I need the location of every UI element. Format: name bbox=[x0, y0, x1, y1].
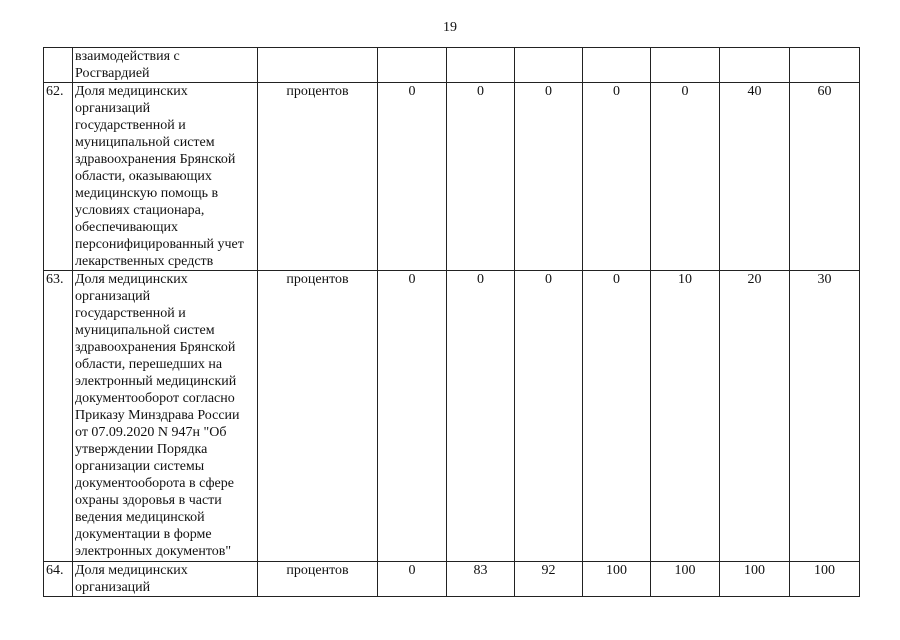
value-cell: 0 bbox=[583, 271, 651, 562]
value-cell: 100 bbox=[720, 562, 790, 597]
indicator-description: взаимодействия с Росгвардией bbox=[73, 48, 258, 83]
value-cell: 40 bbox=[720, 83, 790, 271]
value-cell: 0 bbox=[515, 271, 583, 562]
value-cell bbox=[720, 48, 790, 83]
indicators-table bbox=[43, 47, 860, 597]
indicator-description: Доля медицинских организаций государственной и муниципальной систем здравоохранения Брянской области, перешедших на электронный медицинский документооборот согласно Приказу Минздрава России от 07.09.2020 N 947н "Об утверждении Порядка организации системы документооборота в сфере охраны здоровья в части ведения медицинской документации в форме электронных документов" bbox=[73, 271, 258, 562]
unit-cell: процентов bbox=[258, 271, 378, 562]
value-cell: 100 bbox=[583, 562, 651, 597]
value-cell: 92 bbox=[515, 562, 583, 597]
indicator-description: Доля медицинских организаций государственной и муниципальной систем здравоохранения Брянской области, оказывающих медицинскую помощь в условиях стационара, обеспечивающих персонифицированный учет лекарственных средств bbox=[73, 83, 258, 271]
indicator-description: Доля медицинских организаций bbox=[73, 562, 258, 597]
value-cell: 20 bbox=[720, 271, 790, 562]
page-number: 19 bbox=[443, 20, 457, 35]
table-row bbox=[44, 271, 860, 562]
value-cell: 0 bbox=[378, 562, 447, 597]
value-cell: 0 bbox=[378, 83, 447, 271]
unit-cell: процентов bbox=[258, 562, 378, 597]
row-number: 63. bbox=[44, 271, 73, 562]
value-cell: 30 bbox=[790, 271, 860, 562]
value-cell bbox=[790, 48, 860, 83]
value-cell: 0 bbox=[378, 271, 447, 562]
table-row bbox=[44, 83, 860, 271]
value-cell bbox=[447, 48, 515, 83]
value-cell: 10 bbox=[651, 271, 720, 562]
value-cell bbox=[651, 48, 720, 83]
table-row bbox=[44, 48, 860, 83]
value-cell: 60 bbox=[790, 83, 860, 271]
value-cell: 0 bbox=[515, 83, 583, 271]
value-cell: 0 bbox=[583, 83, 651, 271]
value-cell: 100 bbox=[651, 562, 720, 597]
row-number: 62. bbox=[44, 83, 73, 271]
row-number: 64. bbox=[44, 562, 73, 597]
value-cell bbox=[583, 48, 651, 83]
unit-cell: процентов bbox=[258, 83, 378, 271]
value-cell: 83 bbox=[447, 562, 515, 597]
value-cell: 100 bbox=[790, 562, 860, 597]
value-cell: 0 bbox=[447, 271, 515, 562]
value-cell: 0 bbox=[447, 83, 515, 271]
table-row bbox=[44, 562, 860, 597]
unit-cell bbox=[258, 48, 378, 83]
row-number bbox=[44, 48, 73, 83]
value-cell bbox=[378, 48, 447, 83]
value-cell bbox=[515, 48, 583, 83]
value-cell: 0 bbox=[651, 83, 720, 271]
